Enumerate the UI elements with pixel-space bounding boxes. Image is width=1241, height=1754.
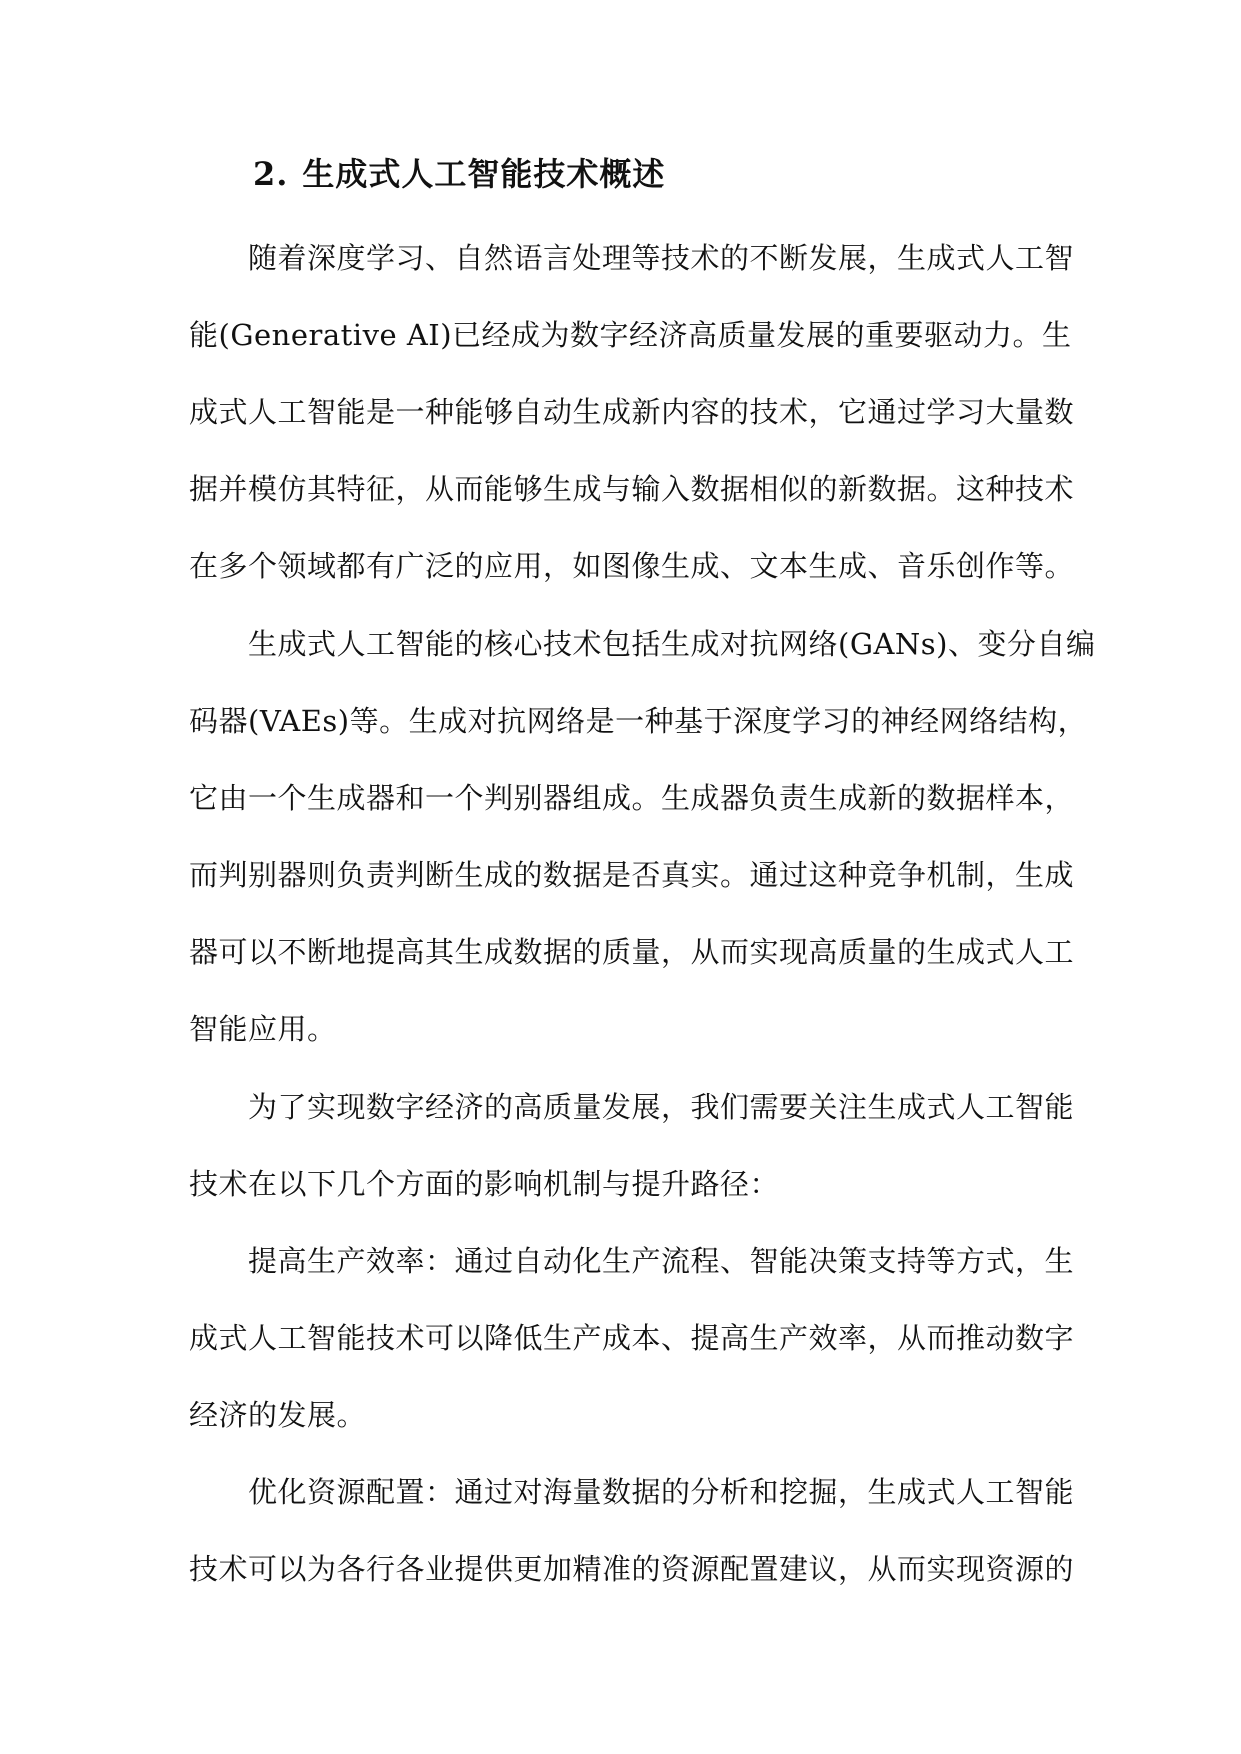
text-line: 而判别器则负责判断生成的数据是否真实。通过这种竞争机制，生成 bbox=[189, 858, 1075, 892]
text-line: 优化资源配置：通过对海量数据的分析和挖掘，生成式人工智能 bbox=[248, 1475, 1075, 1509]
text-line: 智能应用。 bbox=[189, 1012, 337, 1046]
text-line: 生成式人工智能的核心技术包括生成对抗网络(GANs)、变分自编 bbox=[248, 627, 1096, 661]
section-number: 2. bbox=[253, 155, 289, 193]
text-line: 为了实现数字经济的高质量发展，我们需要关注生成式人工智能 bbox=[248, 1090, 1075, 1124]
text-line: 据并模仿其特征，从而能够生成与输入数据相似的新数据。这种技术 bbox=[189, 472, 1075, 506]
text-line: 成式人工智能技术可以降低生产成本、提高生产效率，从而推动数字 bbox=[189, 1321, 1075, 1355]
section-title: 生成式人工智能技术概述 bbox=[302, 155, 666, 193]
text-line: 能(Generative AI)已经成为数字经济高质量发展的重要驱动力。生 bbox=[189, 318, 1072, 352]
text-line: 技术可以为各行各业提供更加精准的资源配置建议，从而实现资源的 bbox=[189, 1552, 1075, 1586]
section-heading bbox=[253, 152, 665, 196]
text-line: 成式人工智能是一种能够自动生成新内容的技术，它通过学习大量数 bbox=[189, 395, 1075, 429]
text-line: 技术在以下几个方面的影响机制与提升路径： bbox=[189, 1167, 780, 1201]
text-line: 码器(VAEs)等。生成对抗网络是一种基于深度学习的神经网络结构， bbox=[189, 704, 1088, 738]
text-line: 它由一个生成器和一个判别器组成。生成器负责生成新的数据样本， bbox=[189, 781, 1075, 815]
text-line: 提高生产效率：通过自动化生产流程、智能决策支持等方式，生 bbox=[248, 1244, 1075, 1278]
text-line: 随着深度学习、自然语言处理等技术的不断发展，生成式人工智 bbox=[248, 241, 1075, 275]
text-line: 经济的发展。 bbox=[189, 1398, 367, 1432]
text-line: 器可以不断地提高其生成数据的质量，从而实现高质量的生成式人工 bbox=[189, 935, 1075, 969]
text-line: 在多个领域都有广泛的应用，如图像生成、文本生成、音乐创作等。 bbox=[189, 549, 1075, 583]
